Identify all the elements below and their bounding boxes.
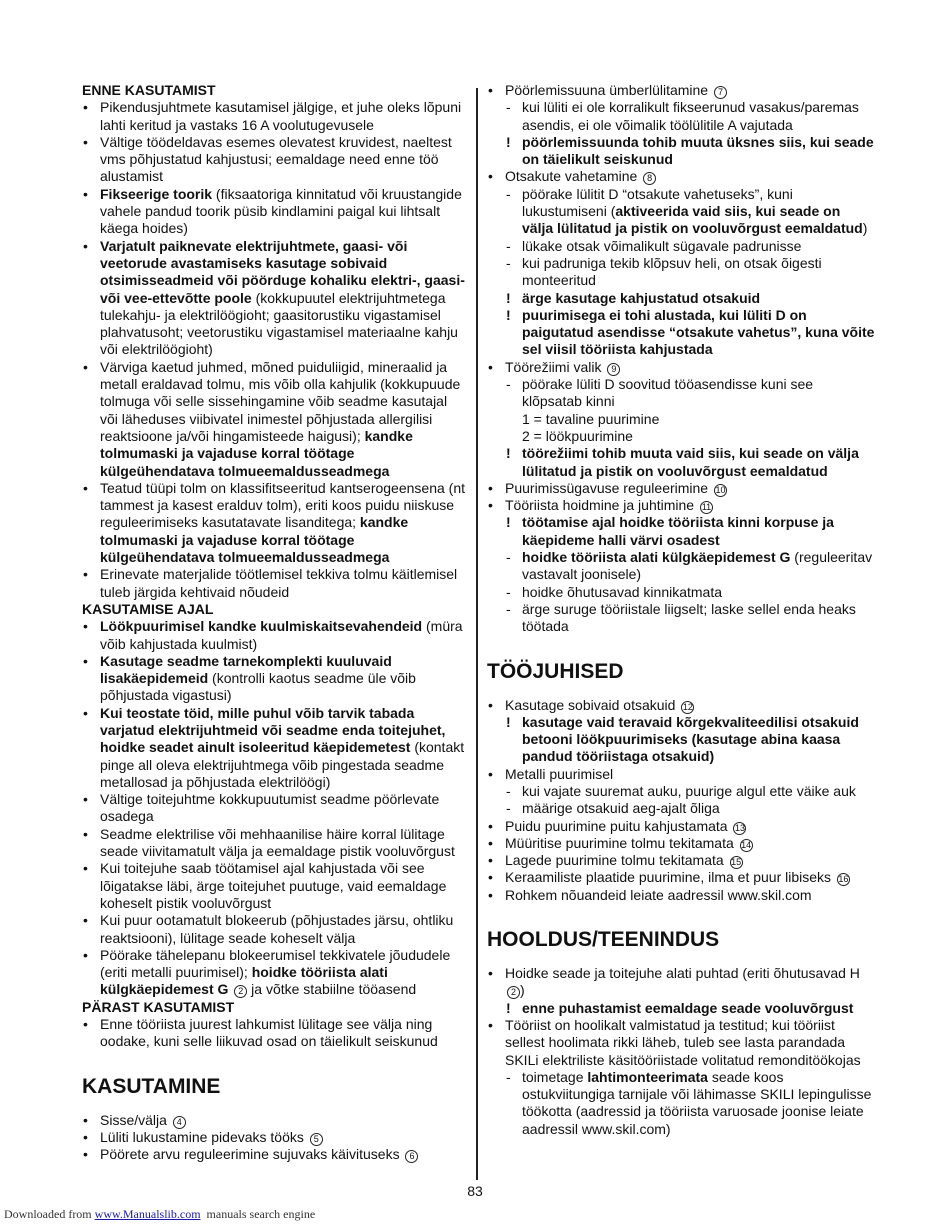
list-item xyxy=(487,965,875,1017)
list-item-text xyxy=(100,860,468,912)
line-text: Puidu puurimine puitu kahjustamata xyxy=(505,817,728,834)
plain-line xyxy=(487,428,875,445)
line-text: hoidke õhutusavad kinnikatmata xyxy=(522,583,723,600)
warning-line xyxy=(487,134,875,169)
line-text: ärge suruge tööriistale liigselt; laske sellel enda heaks töötada xyxy=(522,600,856,635)
warning-line xyxy=(487,1000,875,1017)
bold-text: kandke tolmumaski ja vajaduse korral töötage külgeühendatava tolmueemaldusseadmega xyxy=(100,514,409,566)
list-item xyxy=(487,359,875,480)
list-item xyxy=(82,912,468,947)
bold-text: hoidke tööriista alati külgkäepidemest G xyxy=(100,964,388,998)
bold-text: Varjatult paiknevate elektrijuhtmete, gaasi- või veetorude avastamiseks kasutage sobivaid otsimisseadmeid või pöörduge kohaliku elektri-, gaasi- või vee-ettevõtte poole xyxy=(100,237,465,306)
list-item xyxy=(487,82,875,168)
kasutamine-list xyxy=(82,1112,468,1164)
list-item xyxy=(82,791,468,826)
line-text: lükake otsak võimalikult sügavale padrunisse xyxy=(522,237,802,254)
line-text: (kokkupuutel elektrijuhtmetega tulekahju- ja elektrilöögioht; gaasitorustiku vigastamisel plahvatusoht; veetorustiku vigastamisel materiaalne kahju või elektrilöögioht) xyxy=(100,289,458,358)
figure-number-badge: 5 xyxy=(310,1133,323,1146)
enne-kasutamist-list xyxy=(82,99,468,601)
line-text: ärge kasutage kahjustatud otsakuid xyxy=(522,289,761,306)
list-item-text xyxy=(505,697,875,714)
dash-line xyxy=(487,584,875,601)
hooldus-list xyxy=(487,965,875,1138)
list-item xyxy=(487,480,875,497)
list-item-text xyxy=(505,168,875,185)
line-text: puurimisega ei tohi alustada, kui lüliti D on paigutatud asendisse “otsakute vahetus”, kuna võite sel viisil tööriista kahjustada xyxy=(522,306,875,358)
line-text: määrige otsakuid aeg-ajalt õliga xyxy=(522,800,720,817)
list-item xyxy=(487,887,875,904)
toojuhised-list xyxy=(487,697,875,905)
list-item-text xyxy=(505,965,875,1000)
list-item-text xyxy=(505,852,875,869)
list-item-text xyxy=(100,1129,468,1146)
warning-line xyxy=(487,445,875,480)
dash-line xyxy=(487,238,875,255)
dash-line xyxy=(487,601,875,636)
line-text: (reguleeritav vastavalt joonisele) xyxy=(522,549,873,583)
line-text: pöörake lülitit D “otsakute vahetuseks”, kuni lukustumiseni ( xyxy=(522,185,793,220)
dash-line xyxy=(487,376,875,411)
line-text: Müüritise puurimine tolmu tekitamata xyxy=(505,834,734,851)
line-text: pöörlemissuunda tohib muuta üksnes siis, kui seade on täielikult seiskunud xyxy=(522,133,874,168)
line-text: (kontakt pinge all oleva elektrijuhtmega võib pingestada seadme metallosad ja põhjustada elektrilöögi) xyxy=(100,739,465,790)
list-item xyxy=(82,826,468,861)
list-item xyxy=(82,705,468,791)
line-text: Tööriista hoidmine ja juhtimine xyxy=(505,497,695,514)
line-text: kasutage vaid teravaid kõrgekvaliteedilisi otsakuid betooni löökpuurimiseks (kasutage abina kaasa pandud tööriistaga otsakuid) xyxy=(522,713,859,765)
line-text: Kasutage sobivaid otsakuid xyxy=(505,696,676,713)
line-text: kui padruniga tekib klõpsuv heli, on otsak õigesti monteeritud xyxy=(522,254,822,289)
list-item xyxy=(82,186,468,238)
line-text: Värviga kaetud juhmed, mõned puiduliigid, mineraalid ja metall eraldavad tolmu, mis võib olla kahjulik (kokkupuude tolmuga või selle sissehingamine võib seadme kasutajal või läheduses viibivatel inimestel põhjustada allergilisi reaktsioone ja/või hingamisteede haigusi); xyxy=(100,358,461,444)
list-item xyxy=(82,860,468,912)
list-item xyxy=(487,697,875,766)
bold-text: hoidke tööriista alati külgkäepidemest G xyxy=(522,549,791,566)
right-column xyxy=(487,82,875,1138)
figure-number-badge: 10 xyxy=(715,484,726,495)
list-item xyxy=(487,766,875,818)
figure-number-badge: 9 xyxy=(607,363,620,376)
dash-line xyxy=(487,1069,875,1138)
list-item-text xyxy=(505,869,875,886)
line-text: Otsakute vahetamine xyxy=(505,168,638,185)
list-item xyxy=(82,947,468,999)
line-text: 2 = löökpuurimine xyxy=(522,427,633,444)
plain-line xyxy=(487,411,875,428)
list-item xyxy=(487,1017,875,1138)
dash-line xyxy=(487,186,875,238)
figure-number-badge: 16 xyxy=(838,874,849,885)
figure-number-badge: 6 xyxy=(405,1150,418,1163)
figure-number-badge: 14 xyxy=(741,839,752,850)
figure-number-badge: 13 xyxy=(734,822,745,833)
list-item xyxy=(82,99,468,134)
usage-controls-list xyxy=(487,82,875,636)
list-item xyxy=(82,566,468,601)
line-text: Tööriist on hoolikalt valmistatud ja testitud; kui tööriist sellest hoolimata rikki läheb, tuleb see lasta parandada SKILi elektriliste käsitööriistade volitatud remonditöökojas xyxy=(505,1016,861,1068)
list-item xyxy=(487,869,875,886)
list-item xyxy=(82,1146,468,1163)
line-text: Pöörake tähelepanu blokeerumisel tekkivatele jõududele (eriti metalli puurimisel); xyxy=(100,946,451,981)
line-text: (fiksaatoriga kinnitatud või kruustangide vahele pandud toorik püsib kindlamini paigal kui lihtsalt käega hoides) xyxy=(100,185,462,237)
line-text: Lagede puurimine tolmu tekitamata xyxy=(505,852,724,869)
list-item-text xyxy=(100,705,468,791)
line-text: Pöörete arvu reguleerimine sujuvaks käivituseks xyxy=(100,1146,400,1163)
line-text: Pöörlemissuuna ümberlülitamine xyxy=(505,82,709,98)
line-text: toimetage xyxy=(522,1068,588,1085)
kasutamise-ajal-list xyxy=(82,618,468,999)
figure-number-badge: 12 xyxy=(682,701,693,712)
list-item-text xyxy=(100,1112,468,1129)
list-item xyxy=(82,1129,468,1146)
list-item xyxy=(487,497,875,635)
list-item-text xyxy=(100,791,468,826)
figure-number-badge: 2 xyxy=(507,986,520,999)
parast-kasutamist-heading: PÄRAST KASUTAMIST xyxy=(82,998,235,1015)
bold-text: Fikseerige toorik xyxy=(100,185,213,202)
line-text: (kontrolli kaotus seadme üle võib põhjustada vigastusi) xyxy=(100,670,416,704)
list-item-text xyxy=(100,618,468,653)
enne-kasutamist-heading: ENNE KASUTAMIST xyxy=(82,82,216,98)
line-text: Sisse/välja xyxy=(100,1111,167,1128)
warning-line xyxy=(487,514,875,549)
line-text: Seadme elektrilise või mehhaanilise häire korral lülitage seade viivitamatult välja ja eemaldage pistik vooluvõrgust xyxy=(100,825,455,860)
line-text: Enne tööriista juurest lahkumist lülitage see välja ning oodake, kuni selle liikuvad osad on täielikult seiskunud xyxy=(100,1016,438,1050)
list-item-text xyxy=(505,887,875,904)
line-text: Rohkem nõuandeid leiate aadressil www.skil.com xyxy=(505,886,812,903)
list-item-text xyxy=(505,497,875,514)
line-text: Vältige toitejuhtme kokkupuutumist seadme pöörlevate osadega xyxy=(100,791,440,825)
line-text: Puurimissügavuse reguleerimine xyxy=(505,479,709,496)
list-item-text xyxy=(100,99,468,134)
line-text: töörežiimi tohib muuta vaid siis, kui seade on välja lülitatud ja pistik on vooluvõrgust eemaldatud xyxy=(522,445,859,479)
line-text: Metalli puurimisel xyxy=(505,765,614,782)
list-item-text xyxy=(100,238,468,359)
list-item-text xyxy=(505,818,875,835)
dash-line xyxy=(487,99,875,134)
line-text: pöörake lüliti D soovitud tööasendisse kuni see klõpsatab kinni xyxy=(522,376,814,410)
dash-line xyxy=(487,800,875,817)
line-text: Pikendusjuhtmete kasutamisel jälgige, et juhe oleks lõpuni lahti keritud ja vastaks 16 A voolutugevusele xyxy=(100,99,462,133)
list-item xyxy=(82,480,468,566)
list-item-text xyxy=(505,359,875,376)
list-item-text xyxy=(100,359,468,480)
bold-text: kandke tolmumaski ja vajaduse korral töötage külgeühendatava tolmueemaldusseadmega xyxy=(100,427,413,479)
line-text: 1 = tavaline puurimine xyxy=(522,410,660,427)
list-item xyxy=(82,238,468,359)
dash-line xyxy=(487,255,875,290)
parast-kasutamist-list xyxy=(82,1016,468,1051)
line-text: Keraamiliste plaatide puurimine, ilma et puur libiseks xyxy=(505,869,832,886)
manualslib-link[interactable]: www.Manualslib.com xyxy=(94,1207,201,1221)
list-item-text xyxy=(505,835,875,852)
line-text: kui lüliti ei ole korralikult fikseerunud vasakus/paremas asendis, ei ole võimalik töölülitile A vajutada xyxy=(522,99,859,133)
dash-line xyxy=(487,549,875,584)
line-text: Teatud tüüpi tolm on klassifitseeritud kantserogeensena (nt tammest ja kasest eralduv tolm), eriti koos puidu niiskuse reguleerimiseks kasutatavate lisanditega; xyxy=(100,479,465,531)
footer-suffix: manuals search engine xyxy=(200,1207,316,1221)
line-text: Lüliti lukustamine pidevaks tööks xyxy=(100,1128,304,1145)
figure-number-badge: 2 xyxy=(234,985,247,998)
line-text: Töörežiimi valik xyxy=(505,358,602,375)
kasutamine-heading: KASUTAMINE xyxy=(82,1074,221,1098)
list-item-text xyxy=(100,826,468,861)
page-number: 83 xyxy=(467,1183,483,1199)
warning-line xyxy=(487,714,875,766)
hooldus-heading: HOOLDUS/TEENINDUS xyxy=(487,928,720,952)
figure-number-badge: 7 xyxy=(714,86,727,99)
figure-number-badge: 11 xyxy=(701,502,712,513)
list-item-text xyxy=(505,766,875,783)
list-item xyxy=(82,1112,468,1129)
figure-number-badge: 15 xyxy=(731,857,742,868)
list-item xyxy=(82,653,468,705)
line-text: ) xyxy=(862,220,868,237)
bold-text: Löökpuurimisel kandke kuulmiskaitsevahendeid xyxy=(100,618,423,635)
line-text: Kui toitejuhe saab töötamisel ajal kahjustada või see lõigatakse läbi, ärge toitejuhet puutuge, vaid eemaldage koheselt pistik vooluvõrgust xyxy=(100,860,447,911)
column-divider xyxy=(476,88,478,1180)
bold-text: Kasutage seadme tarnekomplekti kuuluvaid lisakäepidemeid xyxy=(100,652,392,687)
list-item-text xyxy=(505,480,875,497)
list-item-text xyxy=(100,480,468,566)
list-item-text xyxy=(100,912,468,947)
list-item xyxy=(82,1016,468,1051)
line-text: kui vajate suuremat auku, puurige algul ette väike auk xyxy=(522,782,856,799)
list-item-text xyxy=(505,1017,875,1069)
figure-number-badge: 8 xyxy=(643,172,656,185)
line-text: ) xyxy=(520,982,525,999)
line-text: seade koos ostukviitungiga tarnijale või lähimasse SKILI lepingulisse töökotta (aadressid ja tööriista varuosade joonise leiate aadressil www.skil.com) xyxy=(522,1068,872,1137)
footer-prefix: Downloaded from xyxy=(4,1207,95,1221)
download-footer xyxy=(4,1206,315,1223)
line-text: enne puhastamist eemaldage seade vooluvõrgust xyxy=(522,999,854,1016)
line-text: ja võtke stabiilne tööasend xyxy=(247,981,417,998)
list-item xyxy=(82,359,468,480)
bold-text: Kui teostate töid, mille puhul võib tarvik tabada varjatud elektrijuhtmeid või seadme enda toitejuhet, hoidke seadet ainult isoleeritud käepidemetest xyxy=(100,704,446,756)
dash-line xyxy=(487,783,875,800)
list-item-text xyxy=(100,134,468,186)
list-item-text xyxy=(100,1146,468,1163)
list-item xyxy=(487,168,875,358)
list-item xyxy=(82,134,468,186)
line-text: Erinevate materjalide töötlemisel tekkiva tolmu käitlemisel tuleb järgida kehtivaid nõudeid xyxy=(100,566,458,600)
line-text: (müra võib kahjustada kuulmist) xyxy=(100,618,463,652)
list-item-text xyxy=(100,653,468,705)
line-text: töötamise ajal hoidke tööriista kinni korpuse ja käepideme halli värvi osadest xyxy=(522,514,834,548)
list-item-text xyxy=(100,947,468,999)
list-item xyxy=(487,818,875,835)
bold-text: aktiveerida vaid siis, kui seade on välja lülitatud ja pistik on vooluvõrgust eemaldatud xyxy=(522,203,863,237)
line-text: Kui puur ootamatult blokeerub (põhjustades järsu, ohtliku reaktsiooni), lülitage seade koheselt välja xyxy=(100,912,454,946)
list-item-text xyxy=(100,1016,468,1051)
line-text: Hoidke seade ja toitejuhe alati puhtad (eriti õhutusavad H xyxy=(505,965,860,982)
list-item xyxy=(487,852,875,869)
list-item-text xyxy=(100,186,468,238)
warning-line xyxy=(487,290,875,307)
kasutamise-ajal-heading: KASUTAMISE AJAL xyxy=(82,600,214,617)
left-column xyxy=(82,82,468,1164)
figure-number-badge: 4 xyxy=(173,1116,186,1129)
list-item xyxy=(487,835,875,852)
bold-text: lahtimonteerimata xyxy=(587,1068,708,1085)
toojuhised-heading: TÖÖJUHISED xyxy=(487,659,624,683)
list-item-text xyxy=(100,566,468,601)
warning-line xyxy=(487,307,875,359)
list-item-text xyxy=(505,82,875,99)
line-text: Vältige töödeldavas esemes olevatest kruvidest, naeltest vms põhjustatud kahjustusi; eemaldage need enne töö alustamist xyxy=(100,133,452,185)
list-item xyxy=(82,618,468,653)
